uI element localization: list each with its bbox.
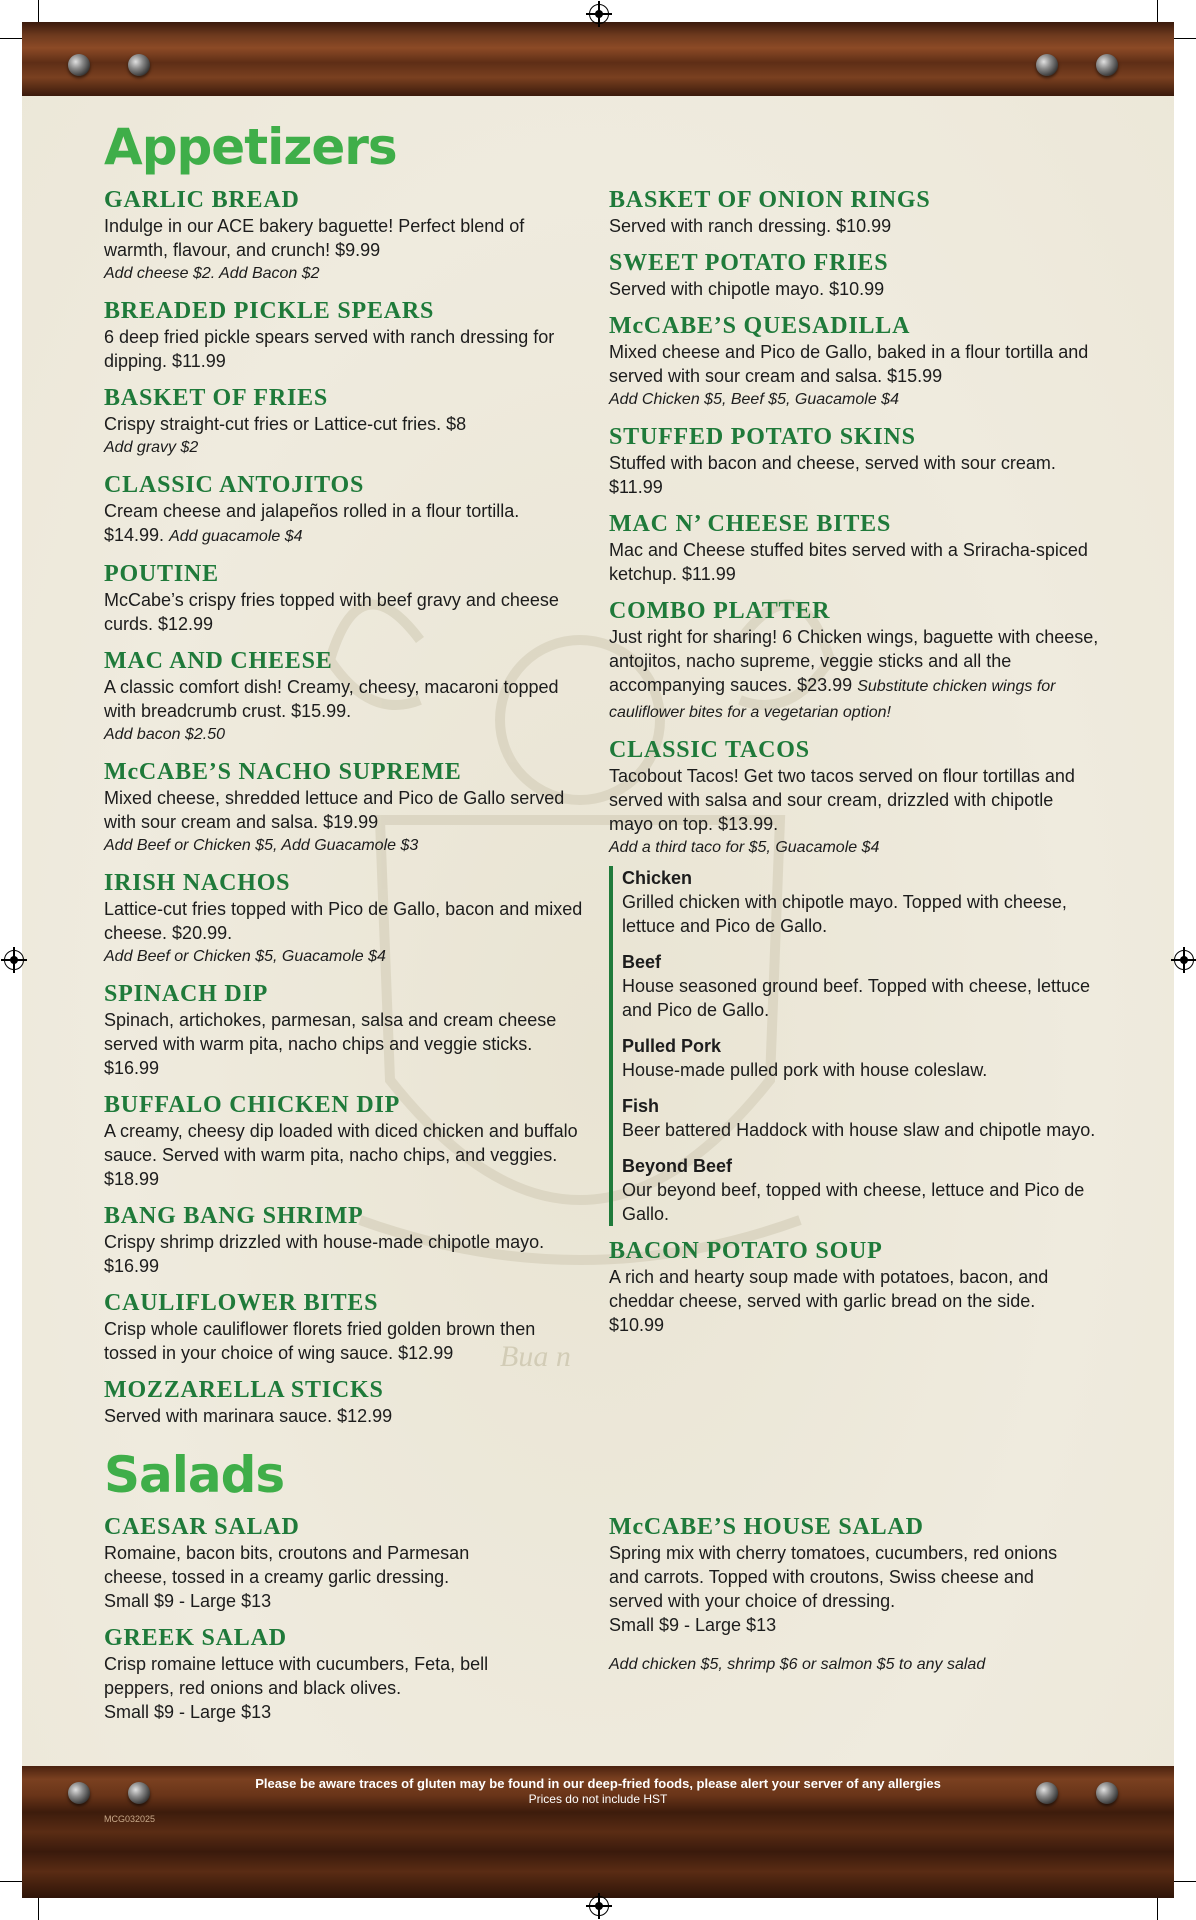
- crop-mark: [1157, 0, 1158, 22]
- item-description: Lattice-cut fries topped with Pico de Gallo, bacon and mixed cheese. $20.99.: [104, 899, 583, 943]
- registration-mark-icon: [4, 950, 24, 970]
- taco-option: [622, 1154, 1099, 1226]
- item-title: SPINACH DIP: [104, 981, 269, 1007]
- item-description: Mixed cheese, shredded lettuce and Pico de Gallo served with sour cream and salsa. $19.99: [104, 788, 565, 832]
- bolt-icon: [128, 54, 150, 76]
- taco-option: [622, 950, 1099, 1022]
- menu-item-quesadilla: [609, 312, 1099, 412]
- salad-addon-note: Add chicken $5, shrimp $6 or salmon $5 to any salad: [609, 1656, 986, 1673]
- taco-options-list: [609, 866, 1099, 1226]
- taco-option-name: Beef: [622, 952, 662, 972]
- crop-mark: [1174, 1881, 1196, 1882]
- crop-mark: [38, 0, 39, 22]
- menu-item-garlic-bread: [104, 186, 584, 286]
- allergy-notice: Please be aware traces of gluten may be found in our deep-fried foods, please alert your server of any allergies: [255, 1776, 941, 1791]
- menu-item-classic-tacos: [609, 736, 1099, 860]
- item-title: BACON POTATO SOUP: [609, 1238, 883, 1264]
- item-description: [609, 625, 1099, 725]
- item-title: McCABE’S NACHO SUPREME: [104, 759, 462, 785]
- item-title: MAC AND CHEESE: [104, 648, 333, 674]
- item-note: Add bacon $2.50: [104, 726, 225, 743]
- taco-option-description: House seasoned ground beef. Topped with cheese, lettuce and Pico de Gallo.: [622, 976, 1090, 1020]
- menu-item-poutine: [104, 560, 584, 636]
- salads-right-column: [609, 1513, 1099, 1677]
- item-description: McCabe’s crispy fries topped with beef gravy and cheese curds. $12.99: [104, 590, 559, 634]
- crest-motto: Bua n: [500, 1340, 571, 1373]
- item-note: Add cheese $2. Add Bacon $2: [104, 265, 320, 282]
- salads-left-column: [104, 1513, 584, 1724]
- menu-item-buffalo-chicken-dip: [104, 1091, 584, 1191]
- menu-item-spinach-dip: [104, 980, 584, 1080]
- menu-item-house-salad: [609, 1513, 1099, 1637]
- item-note: Add Beef or Chicken $5, Add Guacamole $3: [104, 837, 419, 854]
- item-title: COMBO PLATTER: [609, 598, 831, 624]
- item-description: Served with ranch dressing. $10.99: [609, 216, 892, 236]
- item-note: Substitute chicken wings for cauliflower bites for a vegetarian option!: [609, 678, 1056, 721]
- item-title: MOZZARELLA STICKS: [104, 1377, 384, 1403]
- item-title: BASKET OF ONION RINGS: [609, 187, 931, 213]
- item-description: Crispy shrimp drizzled with house-made chipotle mayo. $16.99: [104, 1232, 545, 1276]
- item-title: BUFFALO CHICKEN DIP: [104, 1092, 401, 1118]
- taco-option-name: Pulled Pork: [622, 1036, 722, 1056]
- crop-mark: [0, 38, 22, 39]
- item-description: Mac and Cheese stuffed bites served with a Sriracha-spiced ketchup. $11.99: [609, 540, 1088, 584]
- menu-item-caesar-salad: [104, 1513, 584, 1613]
- appetizers-left-column: [104, 186, 584, 1428]
- item-description: Spinach, artichokes, parmesan, salsa and cream cheese served with warm pita, nacho chips and veggie sticks. $16.99: [104, 1010, 557, 1078]
- taco-option-description: Beer battered Haddock with house slaw and chipotle mayo.: [622, 1120, 1096, 1140]
- item-title: GREEK SALAD: [104, 1625, 287, 1651]
- item-title: GARLIC BREAD: [104, 187, 300, 213]
- item-description: Indulge in our ACE bakery baguette! Perfect blend of warmth, flavour, and crunch! $9.99: [104, 216, 525, 260]
- menu-item-cauliflower-bites: [104, 1289, 584, 1365]
- menu-item-irish-nachos: [104, 869, 584, 969]
- item-note: Add Chicken $5, Beef $5, Guacamole $4: [609, 391, 899, 408]
- item-description: Served with marinara sauce. $12.99: [104, 1406, 393, 1426]
- menu-item-stuffed-potato-skins: [609, 423, 1099, 499]
- item-description-text: Cream cheese and jalapeños rolled in a flour tortilla. $14.99.: [104, 501, 520, 545]
- item-description: Romaine, bacon bits, croutons and Parmesan cheese, tossed in a creamy garlic dressing.: [104, 1543, 470, 1587]
- item-title: BREADED PICKLE SPEARS: [104, 298, 435, 324]
- item-title: BANG BANG SHRIMP: [104, 1203, 364, 1229]
- menu-item-nacho-supreme: [104, 758, 584, 858]
- item-description: Tacobout Tacos! Get two tacos served on flour tortillas and served with salsa and sour cream, drizzled with chipotle mayo on top. $13.99.: [609, 766, 1075, 834]
- item-price: Small $9 - Large $13: [104, 1591, 272, 1611]
- menu-item-bacon-potato-soup: [609, 1237, 1099, 1337]
- menu-item-mac-n-cheese-bites: [609, 510, 1099, 586]
- crop-mark: [0, 1881, 22, 1882]
- taco-option-name: Chicken: [622, 868, 693, 888]
- taco-option: [622, 1034, 1099, 1082]
- menu-item-bang-bang-shrimp: [104, 1202, 584, 1278]
- item-description: A classic comfort dish! Creamy, cheesy, macaroni topped with breadcrumb crust. $15.99.: [104, 677, 559, 721]
- top-wood-plank: [22, 22, 1174, 96]
- salads-heading: Salads: [104, 1446, 285, 1504]
- item-description: Spring mix with cherry tomatoes, cucumbers, red onions and carrots. Topped with croutons, Swiss cheese and served with your choice of dressing.: [609, 1543, 1058, 1611]
- item-title: STUFFED POTATO SKINS: [609, 424, 916, 450]
- taco-option: [622, 866, 1099, 938]
- item-title: McCABE’S QUESADILLA: [609, 313, 911, 339]
- menu-item-onion-rings: [609, 186, 1099, 238]
- bolt-icon: [68, 54, 90, 76]
- item-price: Small $9 - Large $13: [609, 1615, 777, 1635]
- menu-item-classic-antojitos: [104, 471, 584, 549]
- menu-item-breaded-pickle-spears: [104, 297, 584, 373]
- taco-option-description: Grilled chicken with chipotle mayo. Topped with cheese, lettuce and Pico de Gallo.: [622, 892, 1067, 936]
- menu-item-basket-of-fries: [104, 384, 584, 460]
- item-title: POUTINE: [104, 561, 219, 587]
- item-description: [104, 499, 584, 549]
- appetizers-right-column: [609, 186, 1099, 1337]
- item-description: 6 deep fried pickle spears served with ranch dressing for dipping. $11.99: [104, 327, 555, 371]
- item-description: Stuffed with bacon and cheese, served with sour cream. $11.99: [609, 453, 1056, 497]
- menu-code: MCG032025: [104, 1814, 156, 1824]
- registration-mark-icon: [589, 1896, 609, 1916]
- allergy-footer: [22, 1776, 1174, 1807]
- menu-item-combo-platter: [609, 597, 1099, 725]
- menu-item-mac-and-cheese: [104, 647, 584, 747]
- bolt-icon: [1096, 54, 1118, 76]
- bolt-icon: [1036, 54, 1058, 76]
- item-note: Add a third taco for $5, Guacamole $4: [609, 839, 880, 856]
- item-note: Add Beef or Chicken $5, Guacamole $4: [104, 948, 386, 965]
- item-description: A creamy, cheesy dip loaded with diced chicken and buffalo sauce. Served with warm pita, nacho chips, and veggies. $18.99: [104, 1121, 578, 1189]
- taco-option: [622, 1094, 1099, 1142]
- item-title: CLASSIC ANTOJITOS: [104, 472, 365, 498]
- taco-option-name: Beyond Beef: [622, 1156, 733, 1176]
- crop-mark: [1157, 1898, 1158, 1920]
- appetizers-heading: Appetizers: [104, 118, 397, 176]
- item-description-text: Just right for sharing! 6 Chicken wings, baguette with cheese, antojitos, nacho supreme, veggie sticks and all the accompanying sauces. $23.99: [609, 627, 1099, 695]
- tax-notice: Prices do not include HST: [528, 1792, 668, 1806]
- menu-item-mozzarella-sticks: [104, 1376, 584, 1428]
- taco-option-name: Fish: [622, 1096, 660, 1116]
- item-note: Add gravy $2: [104, 439, 199, 456]
- item-description: Crisp whole cauliflower florets fried golden brown then tossed in your choice of wing sauce. $12.99: [104, 1319, 536, 1363]
- item-title: McCABE’S HOUSE SALAD: [609, 1514, 924, 1540]
- item-title: BASKET OF FRIES: [104, 385, 329, 411]
- item-note: Add guacamole $4: [169, 528, 303, 545]
- item-title: CAULIFLOWER BITES: [104, 1290, 379, 1316]
- crop-mark: [1174, 38, 1196, 39]
- item-title: IRISH NACHOS: [104, 870, 291, 896]
- item-description: Served with chipotle mayo. $10.99: [609, 279, 885, 299]
- item-description: A rich and hearty soup made with potatoes, bacon, and cheddar cheese, served with garlic bread on the side. $10.99: [609, 1267, 1049, 1335]
- item-title: MAC N’ CHEESE BITES: [609, 511, 892, 537]
- registration-mark-icon: [589, 4, 609, 24]
- menu-item-sweet-potato-fries: [609, 249, 1099, 301]
- item-title: CLASSIC TACOS: [609, 737, 810, 763]
- item-price: Small $9 - Large $13: [104, 1702, 272, 1722]
- item-description: Crispy straight-cut fries or Lattice-cut fries. $8: [104, 414, 467, 434]
- item-title: SWEET POTATO FRIES: [609, 250, 889, 276]
- item-title: CAESAR SALAD: [104, 1514, 300, 1540]
- taco-option-description: House-made pulled pork with house coleslaw.: [622, 1060, 988, 1080]
- taco-option-description: Our beyond beef, topped with cheese, lettuce and Pico de Gallo.: [622, 1180, 1085, 1224]
- item-description: Crisp romaine lettuce with cucumbers, Feta, bell peppers, red onions and black olives.: [104, 1654, 489, 1698]
- item-description: Mixed cheese and Pico de Gallo, baked in a flour tortilla and served with sour cream and salsa. $15.99: [609, 342, 1089, 386]
- menu-item-greek-salad: [104, 1624, 584, 1724]
- registration-mark-icon: [1174, 950, 1194, 970]
- crop-mark: [38, 1898, 39, 1920]
